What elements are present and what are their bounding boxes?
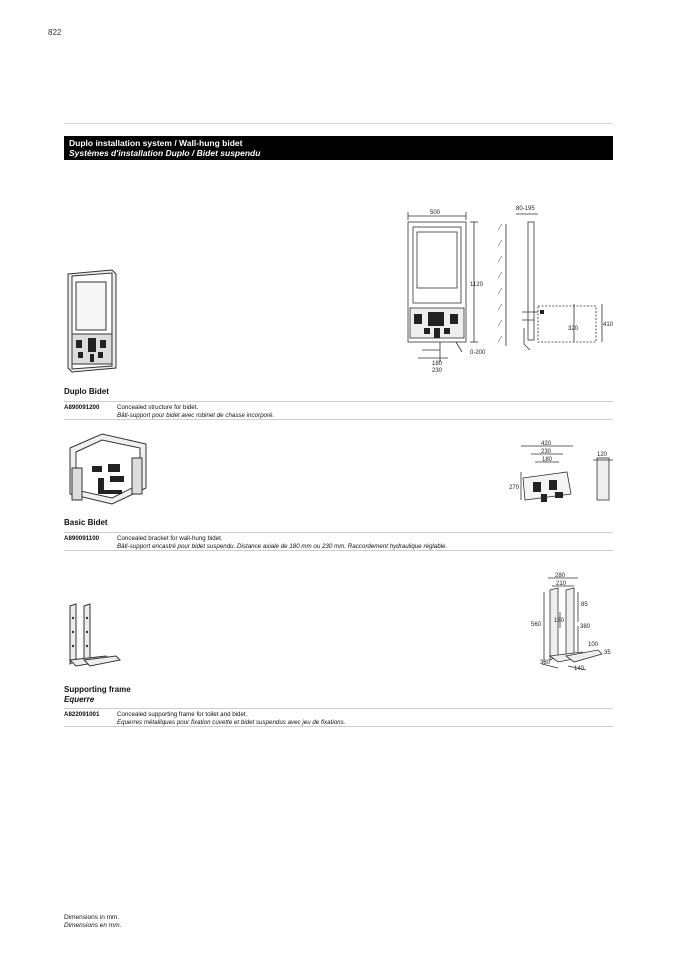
footer-note-en: Dimensions in mm. xyxy=(64,914,120,921)
dim-axis-2: 230 xyxy=(432,368,443,374)
dim-depth: 80-195 xyxy=(516,206,535,212)
section-title-fr: Systèmes d'installation Duplo / Bidet suspendu xyxy=(69,148,261,158)
product-row-basic-bidet xyxy=(64,532,613,551)
basic-bidet-product-image xyxy=(62,428,152,510)
dim-height: 1120 xyxy=(470,282,483,288)
product-title-basic-bidet: Basic Bidet xyxy=(64,518,108,527)
dim-w1: 280 xyxy=(555,573,566,579)
section-header xyxy=(64,136,613,160)
product-desc-fr: Bâti-support pour bidet avec robinet de chasse incorporé. xyxy=(117,412,275,419)
dim-w2: 210 xyxy=(556,581,567,587)
product-code: A890091200 xyxy=(64,404,100,411)
dim-w2: 230 xyxy=(541,449,552,455)
product-row-supporting-frame xyxy=(64,708,613,727)
dim-h4: 380 xyxy=(580,624,591,630)
dim-width: 500 xyxy=(430,210,441,216)
dim-axis-1: 180 xyxy=(432,361,443,367)
section-title-en: Duplo installation system / Wall-hung bidet xyxy=(69,138,243,148)
supporting-frame-product-image xyxy=(62,602,122,670)
top-divider xyxy=(64,123,613,124)
dim-d: 120 xyxy=(597,452,608,458)
dim-w3: 180 xyxy=(542,457,553,463)
duplo-bidet-technical-drawing xyxy=(398,200,616,376)
product-title-supporting-frame: Supporting frame xyxy=(64,685,131,694)
dim-d1: 100 xyxy=(588,642,599,648)
dim-h1: 410 xyxy=(603,322,614,328)
dim-d4: 140 xyxy=(574,666,585,672)
dim-h1: 560 xyxy=(531,622,542,628)
product-subtitle-equerre: Equerre xyxy=(64,695,95,704)
dim-h2: 180 xyxy=(554,618,565,624)
supporting-frame-technical-drawing xyxy=(528,572,616,672)
product-desc-en: Concealed bracket for wall-hung bidet. xyxy=(117,535,223,542)
page-number: 822 xyxy=(48,28,62,37)
product-desc-fr: Bâti-support encastré pour bidet suspendu. Distance axiale de 180 mm ou 230 mm. Raccordement hydraulique réglable. xyxy=(117,543,448,550)
footer-note xyxy=(64,914,121,930)
duplo-bidet-product-image xyxy=(62,268,124,378)
product-desc-en: Concealed supporting frame for toilet and bidet. xyxy=(117,711,248,718)
product-desc-en: Concealed structure for bidet. xyxy=(117,404,199,411)
dim-h: 270 xyxy=(509,485,520,491)
footer-note-fr: Dimensions en mm. xyxy=(64,922,122,929)
dim-h2: 320 xyxy=(568,326,579,332)
product-code: A890091100 xyxy=(64,535,100,542)
basic-bidet-technical-drawing xyxy=(505,438,615,510)
dim-w1: 420 xyxy=(541,441,552,447)
dim-h3: 85 xyxy=(581,602,588,608)
dim-d2: 35 xyxy=(604,650,611,656)
product-row-duplo-bidet xyxy=(64,401,613,420)
product-desc-fr: Equerres métalliques pour fixation cuvette et bidet suspendus avec jeu de fixations. xyxy=(117,719,346,726)
product-code: A822091001 xyxy=(64,711,100,718)
dim-adjust: 0-200 xyxy=(470,350,486,356)
dim-d3: 380 xyxy=(540,660,551,666)
product-title-duplo-bidet: Duplo Bidet xyxy=(64,387,109,396)
